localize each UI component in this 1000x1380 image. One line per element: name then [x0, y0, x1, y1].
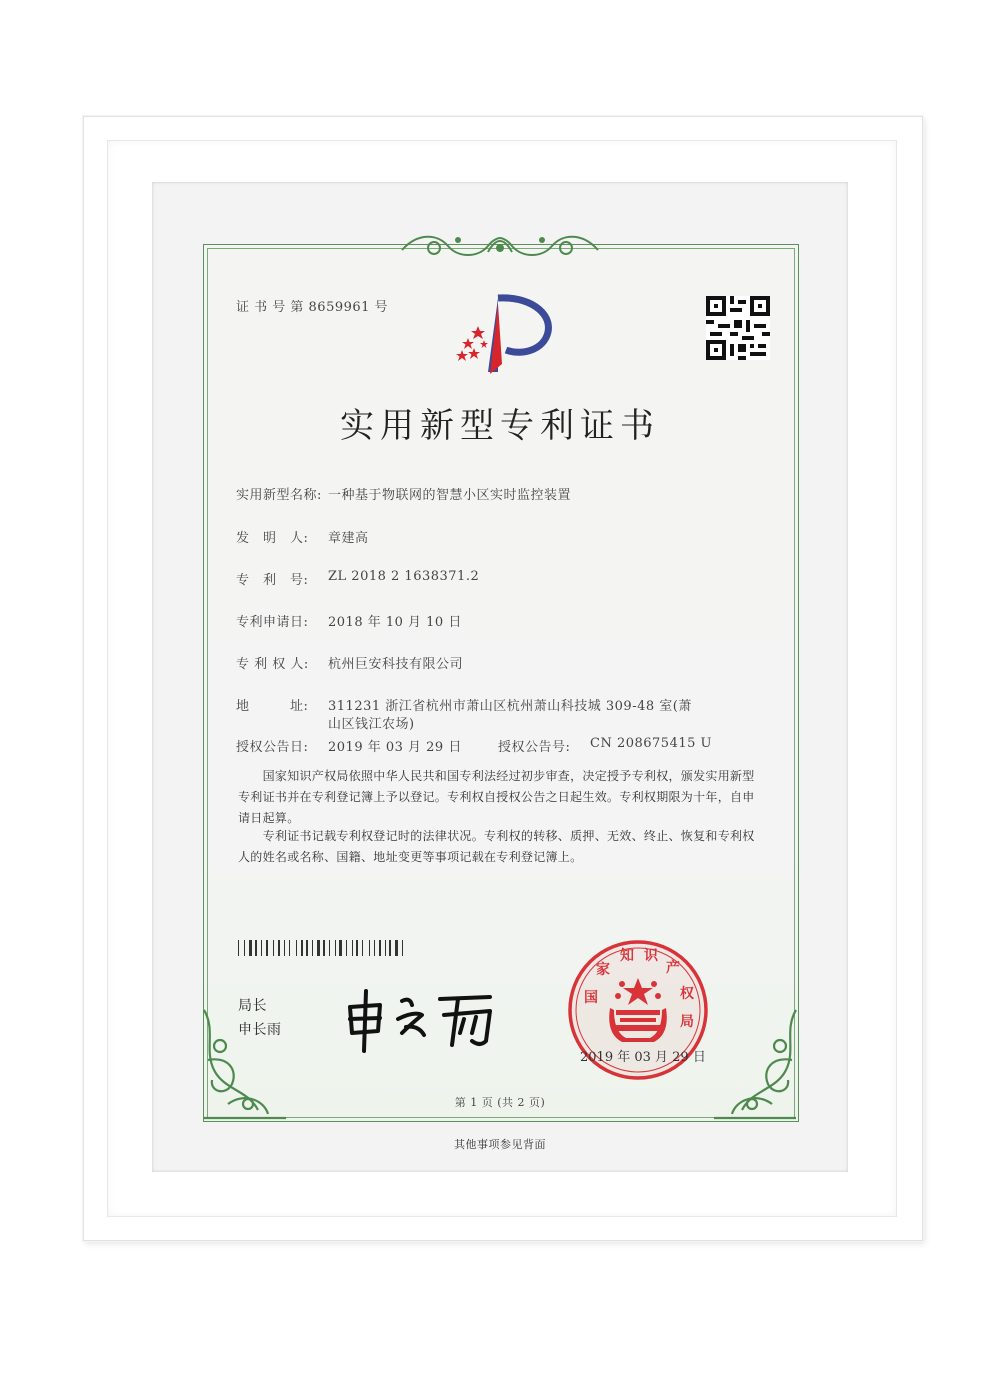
- barcode-bar: [255, 940, 257, 956]
- top-ornament: [398, 228, 602, 264]
- barcode-bar: [281, 940, 282, 956]
- patent-office-logo: [450, 294, 554, 376]
- svg-text:家: 家: [596, 962, 610, 978]
- field-label-grant-no: 授权公告号:: [498, 740, 571, 755]
- svg-text:局: 局: [680, 1014, 694, 1030]
- barcode-bar: [374, 940, 375, 956]
- barcode-bar: [298, 940, 299, 956]
- certificate-paragraph-2: 专利证书记载专利权登记时的法律状况。专利权的转移、质押、无效、终止、恢复和专利权人的姓名或名称、国籍、地址变更等事项记载在专利登记簿上。: [238, 829, 755, 864]
- barcode-bar: [360, 940, 361, 956]
- barcode-bar: [323, 940, 325, 956]
- barcode-bar: [389, 940, 391, 956]
- field-label-inventor: 发 明 人:: [236, 531, 309, 546]
- seal-date: 2019 年 03 月 29 日: [580, 1050, 706, 1065]
- barcode: [238, 940, 416, 956]
- field-value-patentee: 杭州巨安科技有限公司: [328, 657, 464, 672]
- barcode-bar: [310, 940, 311, 956]
- qr-code: [706, 296, 770, 360]
- barcode-bar: [317, 940, 320, 956]
- director-name: 申长雨: [238, 1022, 282, 1038]
- barcode-bar: [335, 940, 336, 956]
- barcode-bar: [261, 940, 262, 956]
- field-value-grant-date: 2019 年 03 月 29 日: [328, 740, 462, 755]
- field-value-address-line2: 山区钱江农场): [328, 717, 415, 732]
- svg-text:国: 国: [584, 990, 598, 1006]
- barcode-bar: [387, 940, 388, 956]
- barcode-bar: [269, 940, 272, 956]
- barcode-bar: [241, 940, 243, 956]
- barcode-bar: [244, 940, 245, 956]
- barcode-bar: [329, 940, 330, 956]
- barcode-bar: [379, 940, 381, 956]
- field-value-filing-date: 2018 年 10 月 10 日: [328, 615, 462, 630]
- field-value-inventor: 章建高: [328, 531, 369, 546]
- barcode-bar: [402, 940, 403, 956]
- barcode-bar: [399, 940, 400, 956]
- barcode-bar: [393, 940, 394, 956]
- barcode-bar: [314, 940, 315, 956]
- barcode-bar: [395, 940, 398, 956]
- field-value-name: 一种基于物联网的智慧小区实时监控装置: [328, 488, 572, 503]
- director-signature: [340, 985, 500, 1055]
- barcode-bar: [278, 940, 280, 956]
- barcode-bar: [337, 940, 338, 956]
- barcode-bar: [331, 940, 333, 956]
- barcode-bar: [249, 940, 252, 956]
- svg-text:知: 知: [620, 948, 634, 964]
- barcode-bar: [348, 940, 350, 956]
- barcode-bar: [301, 940, 303, 956]
- barcode-bar: [273, 940, 274, 956]
- barcode-bar: [327, 940, 328, 956]
- page-indicator: 第 1 页 (共 2 页): [454, 1096, 546, 1109]
- barcode-bar: [339, 940, 342, 956]
- field-label-grant-date: 授权公告日:: [236, 740, 309, 755]
- footer-note: 其他事项参见背面: [454, 1138, 546, 1151]
- barcode-bar: [284, 940, 285, 956]
- field-label-patentee: 专 利 权 人:: [236, 657, 309, 672]
- field-value-grant-no: CN 208675415 U: [590, 736, 712, 751]
- barcode-bar: [292, 940, 295, 956]
- certificate-paragraph-1: 国家知识产权局依照中华人民共和国专利法经过初步审查，决定授予专利权，颁发实用新型专利证书并在专利登记簿上予以登记。专利权自授权公告之日起生效。专利权期限为十年，自申请日起算。: [238, 769, 755, 825]
- barcode-bar: [352, 940, 353, 956]
- field-label-filing-date: 专利申请日:: [236, 615, 309, 630]
- barcode-bar: [259, 940, 260, 956]
- barcode-bar: [346, 940, 347, 956]
- svg-text:产: 产: [666, 960, 680, 976]
- barcode-bar: [356, 940, 358, 956]
- barcode-bar: [276, 940, 277, 956]
- barcode-bar: [369, 940, 370, 956]
- barcode-bar: [364, 940, 367, 956]
- certificate-title: 实用新型专利证书: [340, 406, 660, 446]
- field-value-address: 311231 浙江省杭州市萧山区杭州萧山科技城 309-48 室(萧: [328, 699, 692, 714]
- barcode-bar: [382, 940, 383, 956]
- barcode-bar: [306, 940, 308, 956]
- field-value-patent-no: ZL 2018 2 1638371.2: [328, 569, 480, 584]
- barcode-bar: [362, 940, 363, 956]
- field-label-name: 实用新型名称:: [236, 488, 322, 503]
- director-title: 局长: [238, 998, 267, 1014]
- barcode-bar: [289, 940, 290, 956]
- barcode-bar: [385, 940, 386, 956]
- barcode-bar: [377, 940, 378, 956]
- svg-text:识: 识: [644, 948, 658, 964]
- barcode-bar: [238, 940, 239, 956]
- barcode-bar: [304, 940, 305, 956]
- barcode-bar: [296, 940, 297, 956]
- certificate-number: 证 书 号 第 8659961 号: [236, 300, 389, 315]
- barcode-bar: [344, 940, 345, 956]
- barcode-bar: [246, 940, 247, 956]
- barcode-bar: [354, 940, 355, 956]
- field-label-patent-no: 专 利 号:: [236, 573, 309, 588]
- barcode-bar: [253, 940, 254, 956]
- barcode-bar: [312, 940, 313, 956]
- barcode-bar: [286, 940, 288, 956]
- svg-text:权: 权: [680, 986, 694, 1002]
- barcode-bar: [321, 940, 322, 956]
- barcode-bar: [263, 940, 264, 956]
- barcode-bar: [404, 940, 406, 956]
- barcode-bar: [371, 940, 373, 956]
- barcode-bar: [266, 940, 268, 956]
- field-label-address: 地 址:: [236, 699, 309, 714]
